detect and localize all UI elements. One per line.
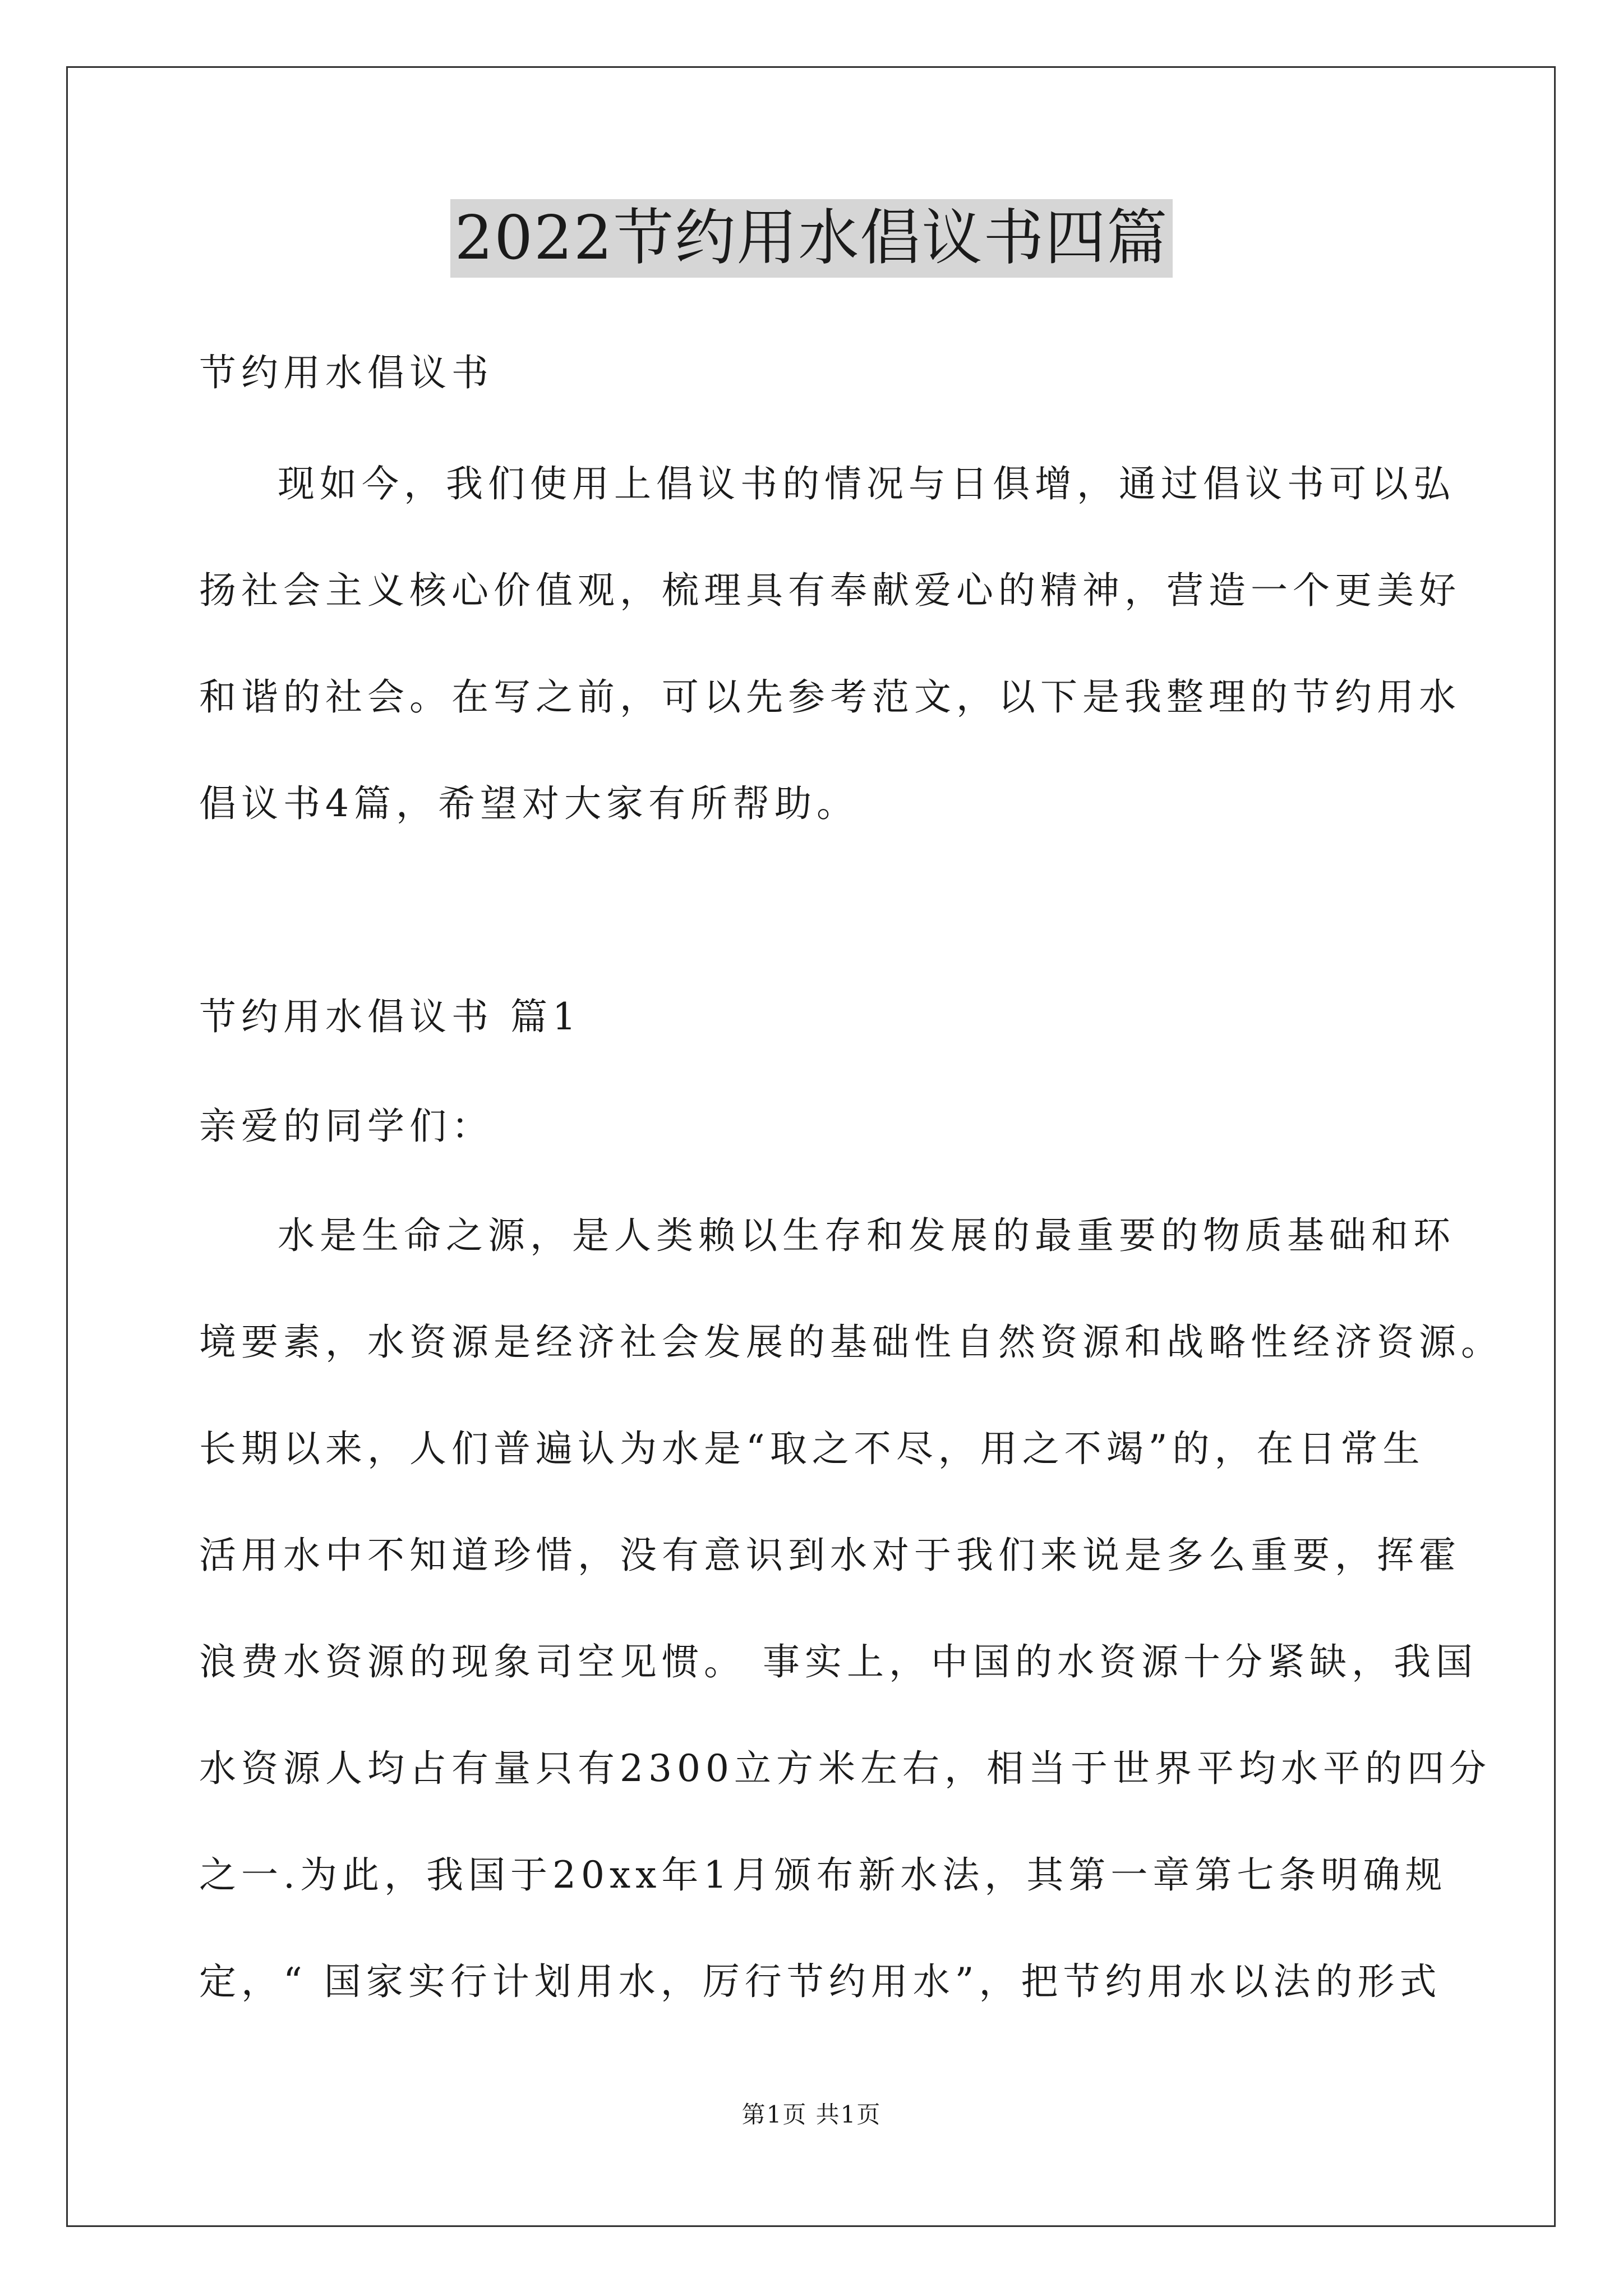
body-line: 水资源人均占有量只有2300立方米左右，相当于世界平均水平的四分 (199, 1747, 1491, 1790)
article-heading: 节约用水倡议书 篇1 (199, 995, 581, 1038)
intro-line: 扬社会主义核心价值观，梳理具有奉献爱心的精神，营造一个更美好 (199, 569, 1461, 612)
intro-line: 和谐的社会。在写之前，可以先参考范文，以下是我整理的节约用水 (199, 675, 1461, 719)
body-line: 活用水中不知道珍惜，没有意识到水对于我们来说是多么重要，挥霍 (199, 1534, 1461, 1577)
body-line: 浪费水资源的现象司空见惯。 事实上，中国的水资源十分紧缺，我国 (199, 1640, 1478, 1683)
body-line: 之一.为此，我国于20xx年1月颁布新水法，其第一章第七条明确规 (199, 1853, 1447, 1897)
section-heading: 节约用水倡议书 (199, 351, 494, 394)
title-container (0, 199, 1623, 278)
salutation: 亲爱的同学们： (199, 1105, 494, 1148)
body-line: 境要素，水资源是经济社会发展的基础性自然资源和战略性经济资源。 (199, 1320, 1503, 1364)
body-line: 定，“ 国家实行计划用水，厉行节约用水”，把节约用水以法的形式 (199, 1960, 1442, 2003)
body-line: 水是生命之源，是人类赖以生存和发展的最重要的物质基础和环 (278, 1214, 1455, 1257)
intro-line: 现如今，我们使用上倡议书的情况与日俱增，通过倡议书可以弘 (278, 462, 1455, 505)
document-title: 2022节约用水倡议书四篇 (450, 199, 1173, 278)
page-footer: 第1页 共1页 (741, 2101, 882, 2128)
intro-line: 倡议书4篇，希望对大家有所帮助。 (199, 782, 859, 825)
body-line: 长期以来，人们普遍认为水是“取之不尽，用之不竭”的，在日常生 (199, 1427, 1425, 1470)
